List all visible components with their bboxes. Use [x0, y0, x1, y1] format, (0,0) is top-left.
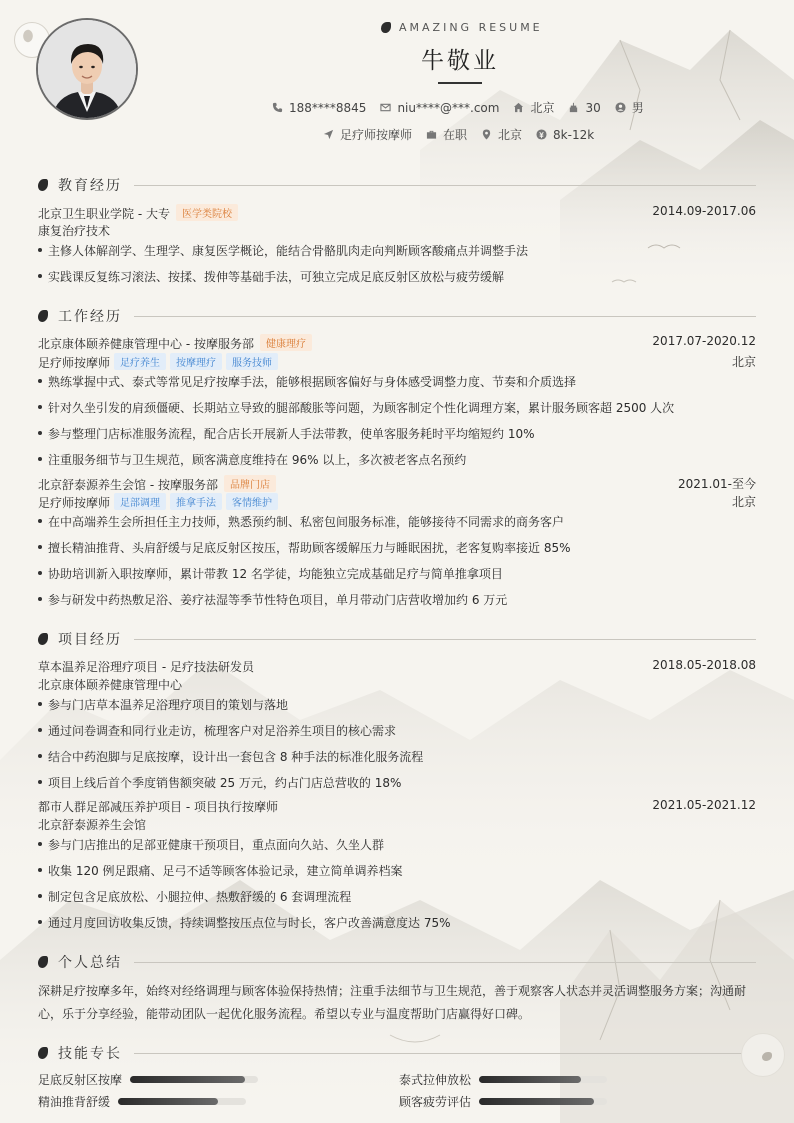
leaf-icon: [762, 1052, 772, 1061]
section-rule: [134, 962, 756, 963]
project-name: 都市人群足部减压养护项目 - 项目执行按摩师: [38, 800, 278, 814]
work-section-header: [38, 306, 756, 326]
skill-tag: 足疗养生: [114, 353, 166, 370]
job-intent-row: [323, 126, 608, 143]
gender-item: [615, 99, 644, 116]
section-title: 个人总结: [58, 955, 122, 971]
list-item: 结合中药泡脚与足底按摩，设计出一套包含 8 种手法的标准化服务流程: [38, 748, 423, 765]
section-title: 技能专长: [58, 1046, 122, 1062]
project-org: 北京舒泰源养生会馆: [38, 818, 147, 832]
decorative-circle: [741, 1033, 785, 1077]
skill-bar: [130, 1076, 258, 1083]
summary-section-header: [38, 952, 756, 972]
work-city: 北京: [731, 355, 756, 369]
section-rule: [134, 639, 756, 640]
work-city: 北京: [731, 495, 756, 509]
skill-item: [399, 1071, 607, 1088]
leaf-icon: [38, 956, 48, 968]
email-item: [380, 101, 499, 115]
list-item: 主修人体解剖学、生理学、康复医学概论，能结合骨骼肌肉走向判断顾客酸痛点并调整手法: [38, 242, 528, 259]
leaf-icon: [38, 633, 48, 645]
list-item: 在中高端养生会所担任主力技师，熟悉预约制、私密包间服务标准，能够接待不同需求的商务客户: [38, 513, 564, 530]
skill-bar: [479, 1098, 607, 1105]
education-major: 康复治疗技术: [38, 224, 111, 238]
phone-icon: [272, 102, 283, 113]
list-item: 参与门店草本温养足浴理疗项目的策划与落地: [38, 696, 288, 713]
position-item: [323, 126, 412, 143]
job-title: 足疗师按摩师: [38, 496, 111, 510]
skill-item: [38, 1093, 246, 1110]
list-item: 协助培训新入职按摩师，累计带教 12 名学徒，均能独立完成基础足疗与简单推拿项目: [38, 565, 503, 582]
list-item: 通过月度回访收集反馈，持续调整按压点位与时长，客户改善满意度达 75%: [38, 914, 451, 931]
work-date: 2021.01-至今: [678, 477, 756, 491]
phone-number: 188****8845: [289, 100, 367, 115]
skill-tag: 推拿手法: [170, 493, 222, 510]
school-tag: 医学类院校: [176, 204, 238, 221]
section-rule: [134, 1053, 756, 1054]
skill-tag: 按摩理疗: [170, 353, 222, 370]
project-date: 2018.05-2018.08: [652, 658, 756, 672]
project-org: 北京康体颐养健康管理中心: [38, 678, 183, 692]
list-item: 收集 120 例足跟痛、足弓不适等顾客体验记录，建立简单调养档案: [38, 862, 403, 879]
briefcase-icon: [426, 129, 437, 140]
skills-section-header: [38, 1043, 756, 1063]
company-tag: 健康理疗: [260, 334, 312, 351]
section-title: 项目经历: [58, 632, 122, 648]
skill-bar: [479, 1076, 607, 1083]
email-address: niu****@***.com: [397, 100, 500, 115]
location-item: [481, 126, 522, 143]
company-tag: 品牌门店: [224, 475, 276, 492]
mail-icon: [380, 102, 391, 113]
summary-text: 深耕足疗按摩多年，始终对经络调理与顾客体验保持热情；注重手法细节与卫生规范，善于观察客人状态并灵活调整服务方案；沟通耐心，乐于分享经验，能带动团队一起优化服务流程。希望以专业与温度帮助门店赢得好口碑。: [38, 984, 747, 1021]
name-divider: [438, 82, 482, 84]
expected-salary: 8k-12k: [553, 127, 595, 142]
skill-tag: 客情维护: [226, 493, 278, 510]
money-icon: [536, 129, 547, 140]
skill-item: [399, 1093, 607, 1110]
list-item: 注重服务细节与卫生规范，顾客满意度维持在 96% 以上，多次被老客点名预约: [38, 451, 466, 468]
section-title: 教育经历: [58, 178, 122, 194]
age: 30: [585, 100, 601, 115]
work-date: 2017.07-2020.12: [652, 334, 756, 348]
skill-bar-fill: [479, 1076, 581, 1083]
list-item: 通过问卷调查和同行业走访，梳理客户对足浴养生项目的核心需求: [38, 722, 396, 739]
education-section-header: [38, 175, 756, 195]
skill-bar-fill: [130, 1076, 245, 1083]
list-item: 参与门店推出的足部亚健康干预项目，重点面向久站、久坐人群: [38, 836, 384, 853]
phone-item: [272, 101, 366, 115]
job-title: 足疗师按摩师: [38, 356, 111, 370]
work-title-line: [38, 493, 756, 511]
city: 北京: [530, 101, 555, 115]
cake-icon: [568, 102, 579, 113]
home-icon: [513, 102, 524, 113]
list-item: 制定包含足底放松、小腿拉伸、热敷舒缓的 6 套调理流程: [38, 888, 351, 905]
skill-item: [38, 1071, 258, 1088]
list-item: 熟练掌握中式、泰式等常见足疗按摩手法，能够根据顾客偏好与身体感受调整力度、节奏和介质选择: [38, 373, 576, 390]
contact-info-row: [272, 99, 658, 116]
user-icon: [615, 102, 626, 113]
school-name: 北京卫生职业学院 - 大专: [38, 207, 170, 221]
status-item: [426, 126, 467, 143]
leaf-icon: [38, 179, 48, 191]
candidate-name: 牛敬业: [421, 48, 499, 74]
section-rule: [134, 316, 756, 317]
list-item: 针对久坐引发的肩颈僵硬、长期站立导致的腿部酸胀等问题，为顾客制定个性化调理方案，累计服务顾客超 2500 人次: [38, 399, 674, 416]
city-item: [513, 99, 554, 116]
section-rule: [134, 185, 756, 186]
skill-bar-fill: [118, 1098, 218, 1105]
leaf-icon: [38, 1047, 48, 1059]
section-title: 工作经历: [58, 309, 122, 325]
education-date: 2014.09-2017.06: [652, 204, 756, 218]
skill-name: 精油推背舒缓: [38, 1095, 111, 1109]
skill-name: 足底反射区按摩: [38, 1073, 123, 1087]
education-school-line: [38, 204, 756, 222]
list-item: 擅长精油推背、头肩舒缓与足底反射区按压，帮助顾客缓解压力与睡眠困扰，老客复购率接近 85%: [38, 539, 571, 556]
list-item: 实践课反复练习滚法、按揉、拨伸等基础手法，可独立完成足底反射区放松与疲劳缓解: [38, 268, 504, 285]
skill-name: 泰式拉伸放松: [399, 1073, 472, 1087]
project-name: 草本温养足浴理疗项目 - 足疗技法研发员: [38, 660, 254, 674]
skill-name: 顾客疲劳评估: [399, 1095, 472, 1109]
project-section-header: [38, 629, 756, 649]
leaf-icon: [38, 310, 48, 322]
work-title-line: [38, 353, 756, 371]
project-title-line: [38, 798, 756, 815]
skill-tag: 足部调理: [114, 493, 166, 510]
skill-bar: [118, 1098, 246, 1105]
leaf-icon: [381, 22, 391, 33]
send-icon: [323, 129, 334, 140]
job-status: 在职: [443, 128, 468, 142]
list-item: 项目上线后首个季度销售额突破 25 万元，约占门店总营收的 18%: [38, 774, 401, 791]
work-company-line: [38, 475, 756, 493]
tagline-text: AMAZING RESUME: [399, 20, 543, 34]
list-item: 参与研发中药热敷足浴、姜疗祛湿等季节性特色项目，单月带动门店营收增加约 6 万元: [38, 591, 507, 608]
target-location: 北京: [498, 128, 523, 142]
skill-tag: 服务技师: [226, 353, 278, 370]
project-title-line: [38, 658, 756, 675]
location-pin-icon: [481, 129, 492, 140]
skill-bar-fill: [479, 1098, 594, 1105]
gender: 男: [631, 101, 644, 115]
resume-tagline: [381, 20, 543, 34]
project-date: 2021.05-2021.12: [652, 798, 756, 812]
work-company-line: [38, 334, 756, 352]
list-item: 参与整理门店标准服务流程，配合店长开展新人手法带教，使单客服务耗时平均缩短约 10%: [38, 425, 535, 442]
age-item: [568, 101, 600, 115]
salary-item: [536, 128, 594, 142]
company-name: 北京康体颐养健康管理中心 - 按摩服务部: [38, 337, 254, 351]
target-position: 足疗师按摩师: [340, 128, 413, 142]
company-name: 北京舒泰源养生会馆 - 按摩服务部: [38, 478, 218, 492]
